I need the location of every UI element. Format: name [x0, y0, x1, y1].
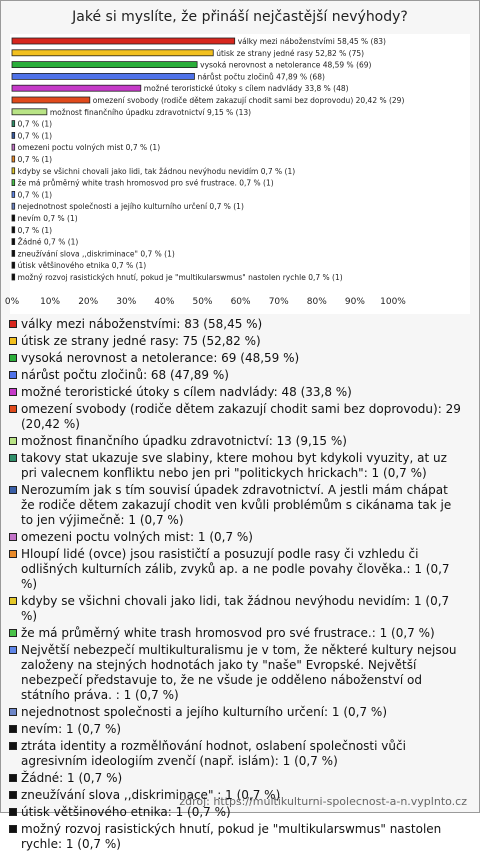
bar-13: [12, 180, 15, 186]
legend-swatch: [9, 550, 17, 558]
legend-item: [9, 368, 465, 383]
bar-label-16: nevím 0,7 % (1): [17, 214, 78, 223]
bar-label-8: 0,7 % (1): [17, 119, 53, 129]
bar-1: [12, 38, 235, 44]
bar-label-13: že má průměrný white trash hromosvod pro své frustrace. 0,7 % (1): [17, 178, 274, 188]
legend-item: [9, 317, 465, 332]
bar-14: [12, 191, 15, 197]
legend-label: kdyby se všichni chovali jako lidi, tak žádnou nevýhodu nevidím: 1 (0,7 %): [21, 594, 450, 623]
legend-label: Největší nebezpečí multikulturalismu je v tom, že některé kultury nejsou založeny na stejných hodnotách jako ty "naše" Evropské. Největší nebezpečí představuje to, že ne všude je odděleno náboženství od státního práva. : 1 (0,7 %): [21, 643, 457, 702]
bar-15: [12, 203, 15, 209]
bar-label-20: útisk většinového etnika 0,7 % (1): [17, 261, 147, 271]
bar-chart: [1, 1, 479, 317]
legend-item: [9, 434, 465, 449]
legend-swatch: [9, 437, 17, 445]
legend-swatch: [9, 354, 17, 362]
bar-10: [12, 144, 15, 150]
legend-label: zneužívání slova ,,diskriminace" : 1 (0,7 %): [21, 788, 281, 802]
bar-label-12: kdyby se všichni chovali jako lidi, tak žádnou nevýhodu nevidím 0,7 % (1): [17, 166, 296, 176]
bar-9: [12, 132, 15, 138]
legend-item: [9, 705, 465, 720]
x-tick-label: 90%: [344, 297, 365, 307]
legend-item: [9, 594, 465, 624]
legend-label: ztráta identity a rozmělňování hodnot, oslabení společnosti vůči agresivním ideologiím zvenčí (např. islám): 1 (0,7 %): [21, 739, 406, 768]
bar-label-3: vysoká nerovnost a netolerance 48,59 % (69): [200, 60, 372, 70]
legend-swatch: [9, 597, 17, 605]
legend-label: omezeni poctu volných mist: 1 (0,7 %): [21, 530, 253, 544]
legend-label: útisk ze strany jedné rasy: 75 (52,82 %): [21, 334, 261, 348]
bar-label-6: omezení svobody (rodiče dětem zakazují chodit sami bez doprovodu) 20,42 % (29): [92, 96, 405, 105]
legend-item: [9, 402, 465, 432]
legend-item: [9, 722, 465, 737]
x-tick-label: 40%: [154, 297, 175, 307]
legend-item: [9, 483, 465, 528]
legend-swatch: [9, 774, 17, 782]
legend-swatch: [9, 371, 17, 379]
bar-label-9: 0,7 % (1): [17, 131, 53, 141]
x-tick-label: 70%: [268, 297, 289, 307]
bar-label-2: útisk ze strany jedné rasy 52,82 % (75): [216, 48, 365, 58]
bar-label-7: možnost finančního úpadku zdravotnictví 9,15 % (13): [49, 107, 252, 117]
legend-swatch: [9, 320, 17, 328]
bar-19: [12, 250, 15, 256]
legend-swatch: [9, 808, 17, 816]
legend-label: útisk většinového etnika: 1 (0,7 %): [21, 805, 231, 819]
legend-item: [9, 771, 465, 786]
legend-label: války mezi náboženstvími: 83 (58,45 %): [21, 317, 263, 331]
legend-item: [9, 739, 465, 769]
bar-label-5: možné teroristické útoky s cílem nadvlády 33,8 % (48): [143, 84, 349, 94]
legend-label: omezení svobody (rodiče dětem zakazují chodit sami bez doprovodu): 29 (20,42 %): [21, 402, 461, 431]
legend-label: nárůst počtu zločinů: 68 (47,89 %): [21, 368, 229, 382]
legend-swatch: [9, 486, 17, 494]
x-tick-label: 80%: [306, 297, 327, 307]
bar-label-19: zneužívání slova ,,diskriminace" 0,7 % (1): [17, 249, 175, 259]
bar-label-11: 0,7 % (1): [17, 155, 53, 164]
legend-swatch: [9, 725, 17, 733]
bar-7: [12, 109, 47, 115]
bar-label-4: nárůst počtu zločinů 47,89 % (68): [197, 72, 325, 82]
bar-label-17: 0,7 % (1): [17, 225, 53, 235]
legend-label: Hloupí lidé (ovce) jsou rasističtí a posuzují podle rasy či vzhledu či odlišných kulturních zálib, zvyků ap. a ne podle povahy člověka.: 1 (0,7 %): [21, 547, 450, 591]
x-tick-label: 30%: [116, 297, 137, 307]
legend-label: možnost finančního úpadku zdravotnictví: 13 (9,15 %): [21, 434, 347, 448]
legend-swatch: [9, 742, 17, 750]
legend-label: Nerozumím jak s tím souvisí úpadek zdravotnictví. A jestli mám chápat že rodiče dětem zakazují chodit ven kvůli problémům s cikánama tak je to jen výjimečně: 1 (0,7 %): [21, 483, 452, 527]
x-tick-label: 60%: [230, 297, 251, 307]
legend-label: nevím: 1 (0,7 %): [21, 722, 122, 736]
legend-swatch: [9, 454, 17, 462]
bar-4: [12, 73, 194, 79]
legend-item: [9, 351, 465, 366]
bar-label-10: omezeni poctu volných mist 0,7 % (1): [17, 143, 161, 153]
legend-swatch: [9, 405, 17, 413]
legend-item: [9, 530, 465, 545]
bar-16: [12, 215, 15, 221]
source-note: zdroj: https://multikulturni-spolecnost-a-n.vyplnto.cz: [179, 795, 467, 808]
legend-item: [9, 334, 465, 349]
bar-label-14: 0,7 % (1): [17, 190, 53, 200]
legend: [9, 317, 465, 854]
bar-3: [12, 62, 197, 68]
legend-label: možné teroristické útoky s cílem nadvlády: 48 (33,8 %): [21, 385, 352, 399]
bar-label-18: Žádné 0,7 % (1): [17, 237, 79, 247]
bar-label-15: nejednotnost společnosti a jejího kulturního určení 0,7 % (1): [17, 202, 244, 212]
legend-item: [9, 547, 465, 592]
legend-swatch: [9, 825, 17, 833]
x-tick-label: 50%: [192, 297, 213, 307]
legend-label: Žádné: 1 (0,7 %): [21, 771, 123, 785]
legend-swatch: [9, 337, 17, 345]
legend-item: [9, 451, 465, 481]
bar-label-1: války mezi náboženstvími 58,45 % (83): [237, 37, 386, 46]
chart-title: Jaké si myslíte, že přináší nejčastější nevýhody?: [72, 9, 408, 25]
legend-swatch: [9, 533, 17, 541]
bar-12: [12, 168, 15, 174]
bar-2: [12, 50, 213, 56]
legend-item: [9, 643, 465, 703]
legend-item: [9, 822, 465, 852]
bar-11: [12, 156, 15, 162]
x-tick-label: 10%: [40, 297, 61, 307]
legend-swatch: [9, 388, 17, 396]
legend-swatch: [9, 646, 17, 654]
x-tick-label: 20%: [78, 297, 99, 307]
legend-swatch: [9, 629, 17, 637]
bar-20: [12, 262, 15, 268]
bar-6: [12, 97, 90, 103]
legend-label: možný rozvoj rasistických hnutí, pokud je "multikularswmus" nastolen rychle: 1 (0,7 %): [21, 822, 442, 851]
legend-item: [9, 385, 465, 400]
legend-swatch: [9, 791, 17, 799]
legend-label: nejednotnost společnosti a jejího kulturního určení: 1 (0,7 %): [21, 705, 388, 719]
x-tick-label: 0%: [4, 297, 20, 307]
x-tick-label: 100%: [380, 297, 406, 307]
legend-label: takovy stat ukazuje sve slabiny, ktere mohou byt kdykoli vyuzity, at uz pri valecnem konfliktu nebo jen pri "politickych hrickach": 1 (0,7 %): [21, 451, 447, 480]
bar-5: [12, 85, 141, 91]
legend-label: vysoká nerovnost a netolerance: 69 (48,59 %): [21, 351, 300, 365]
legend-item: [9, 626, 465, 641]
legend-swatch: [9, 708, 17, 716]
bar-18: [12, 239, 15, 245]
bar-8: [12, 121, 15, 127]
legend-label: že má průměrný white trash hromosvod pro své frustrace.: 1 (0,7 %): [21, 626, 435, 640]
bar-label-21: možný rozvoj rasistických hnutí, pokud je "multikularswmus" nastolen rychle 0,7 % (1): [17, 273, 343, 282]
bar-17: [12, 227, 15, 233]
bar-21: [12, 274, 15, 280]
